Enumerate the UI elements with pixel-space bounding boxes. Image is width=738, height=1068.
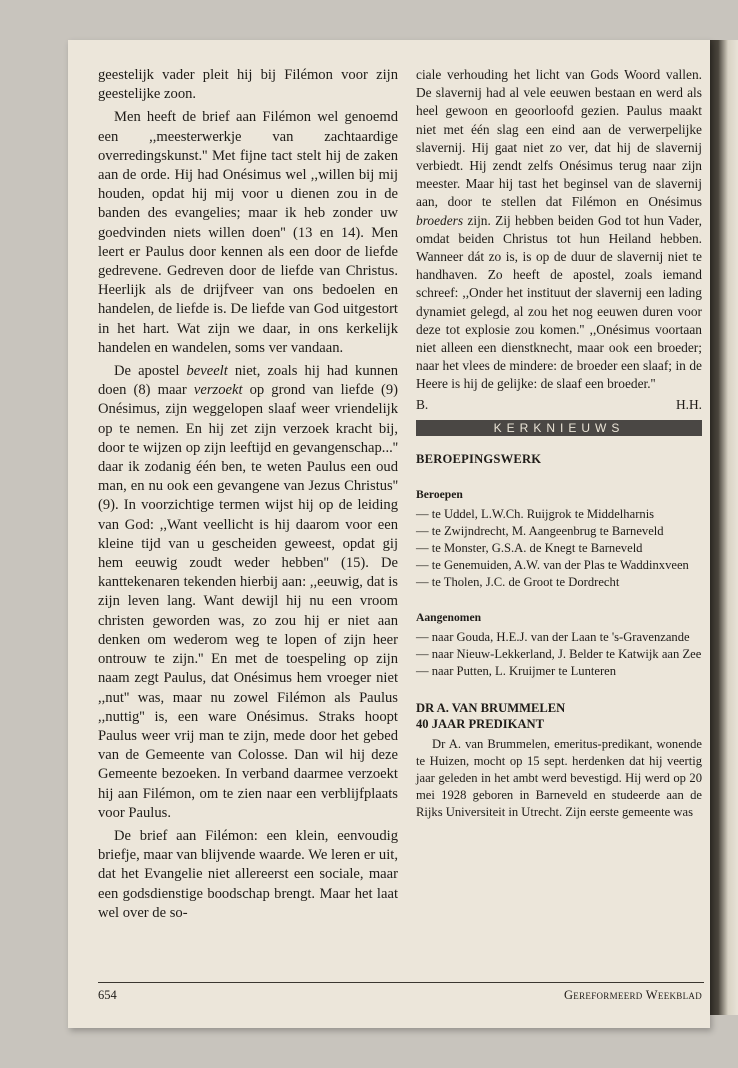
list-item: — te Monster, G.S.A. de Knegt te Barneveld — [416, 541, 643, 556]
aangenomen-list — [416, 629, 702, 680]
paragraph: ciale verhouding het licht van Gods Woord vallen. De slavernij had al vele eeuwen bestaan en werd als heel gewoon en geoorloofd gezien. Paulus maakt niet met één slag een eind aan de verwerpelijke slavernij. Hij gaat niet zo ver, dat hij de slavernij verbiedt. Hij zendt zelfs Onésimus terug naar zijn meester. Maar hij tast het beginsel van de slavernij aan, door te stellen dat Filémon en Onésimus broeders zijn. Zij hebben beiden God tot hun Vader, omdat beiden Christus tot hun Heiland hebben. Wanneer dát zo is, is op de duur de slavernij niet te handhaven. Zo heeft de apostel, zoals iemand schreef: ,,Onder het instituut der slavernij een lading dynamiet gelegd, al zou het nog eeuwen duren voor deze tot explosie zou komen.'' ,,Onésimus voortaan niet alleen een dienstknecht, maar ook een broeder; naar het vlees de mindere: de broeder een slaaf; in de Heere is hij de gelijke: de slaaf een broeder.'' — [416, 67, 702, 392]
signature-initial: B. — [416, 396, 429, 412]
paragraph: geestelijk vader pleit hij bij Filémon voor zijn geestelijke zoon. — [98, 67, 398, 103]
list-item: — naar Gouda, H.E.J. van der Laan te 's-Gravenzande — [416, 630, 690, 645]
list-item: — naar Nieuw-Lekkerland, J. Belder te Katwijk aan Zee — [416, 647, 702, 662]
section-bar: KERKNIEUWS — [416, 420, 702, 436]
section-heading: BEROEPINGSWERK — [416, 451, 542, 466]
left-column — [98, 66, 398, 923]
signature-line — [416, 396, 702, 414]
paragraph: Men heeft de brief aan Filémon wel genoemd een ,,meesterwerkje van zachtaardige overredingskunst.'' Met fijne tact stelt hij de zaken aan de orde. Hij had Onésimus wel ,,willen bij mij houden, opdat hij mij voor u dienen zou in de banden des evangelies; maar ik heb zonder uw goedvinden niets willen doen'' (13 en 14). Men leert er Paulus door kennen als een door de liefde gedrevene. Gedreven door de liefde van Christus. Heerlijk als de drijfveer van ons bedoelen en handelen, de liefde is. De liefde van God uitgestort in het hart. Wat zijn we daar, in ons kerkelijk handelen en wandelen, soms ver vandaan. — [98, 109, 398, 356]
article-body: Dr A. van Brummelen, emeritus-predikant, wonende te Huizen, mocht op 15 sept. herdenken dat hij veertig jaar geleden in het ambt werd bevestigd. Hij werd op 20 mei 1928 geboren in Barneveld en studeerde aan de Rijks Universiteit in Utrecht. Zijn eerste gemeente was — [416, 737, 702, 820]
list-item: — naar Putten, L. Kruijmer te Lunteren — [416, 664, 617, 679]
aangenomen-heading: Aangenomen — [416, 611, 482, 625]
page-number: 654 — [98, 988, 117, 1002]
list-item: — te Tholen, J.C. de Groot te Dordrecht — [416, 575, 620, 590]
beroepen-heading: Beroepen — [416, 488, 463, 502]
magazine-page — [68, 40, 710, 1028]
list-item: — te Uddel, L.W.Ch. Ruijgrok te Middelharnis — [416, 507, 655, 522]
paragraph: De brief aan Filémon: een klein, eenvoudig briefje, maar van blijvende waarde. We leren er uit, dat het Evangelie niet allereerst een sociale, maar een godsdienstige boodschap brengt. Maar het laat wel over de so- — [98, 827, 398, 921]
paragraph: De apostel beveelt niet, zoals hij had kunnen doen (8) maar verzoekt op grond van liefde (9) Onésimus, zijn weggelopen slaaf weer vriendelijk op te nemen. En hij zet zijn verzoek kracht bij, door te wijzen op zijn leeftijd en gevangenschap...'' daar ik zodanig één ben, te weten Paulus een oud man, en nu ook een gevangene van Jezus Christus'' (9). In voorzichtige termen wijst hij op de leiding van God: ,,Want veellicht is hij daarom voor een kleine tijd van u gescheiden geweest, opdat gij hem eeuwig zoudt weder hebben'' (15). De kanttekenaren tekenden hierbij aan: ,,eeuwig, dat is zijn leven lang. Want dewijl hij nu een vroom christen geworden was, zo zou hij er niet aan denken om wederom weg te lopen of zijn heer ontrouw te zijn.'' En met de toespeling op zijn naam zegt Paulus, dat Onésimus hem vroeger niet ,,nut'' was, maar nu zowel Filémon als Paulus ,,nuttig'' is, een ware Onésimus. Straks hoopt Paulus weer vrij man te zijn, mede door het gebed van de Gemeente van Colosse. Dan wil hij deze Gemeente bezoeken. In verband daarmee verzoekt hij aan Filémon, om te zien naar een verblijfplaats voor Paulus. — [98, 363, 399, 821]
list-item: — te Zwijndrecht, M. Aangeenbrug te Barneveld — [416, 524, 664, 539]
author-initials: H.H. — [675, 396, 702, 412]
footer-rule — [98, 982, 704, 983]
article-title-line: 40 JAAR PREDIKANT — [416, 717, 545, 732]
article-title — [416, 700, 702, 732]
article-title-line: DR A. VAN BRUMMELEN — [416, 701, 566, 716]
beroepen-list — [416, 506, 702, 591]
right-column — [416, 66, 702, 821]
list-item: — te Genemuiden, A.W. van der Plas te Waddinxveen — [416, 558, 689, 573]
journal-name: Gereformeerd Weekblad — [563, 988, 702, 1002]
